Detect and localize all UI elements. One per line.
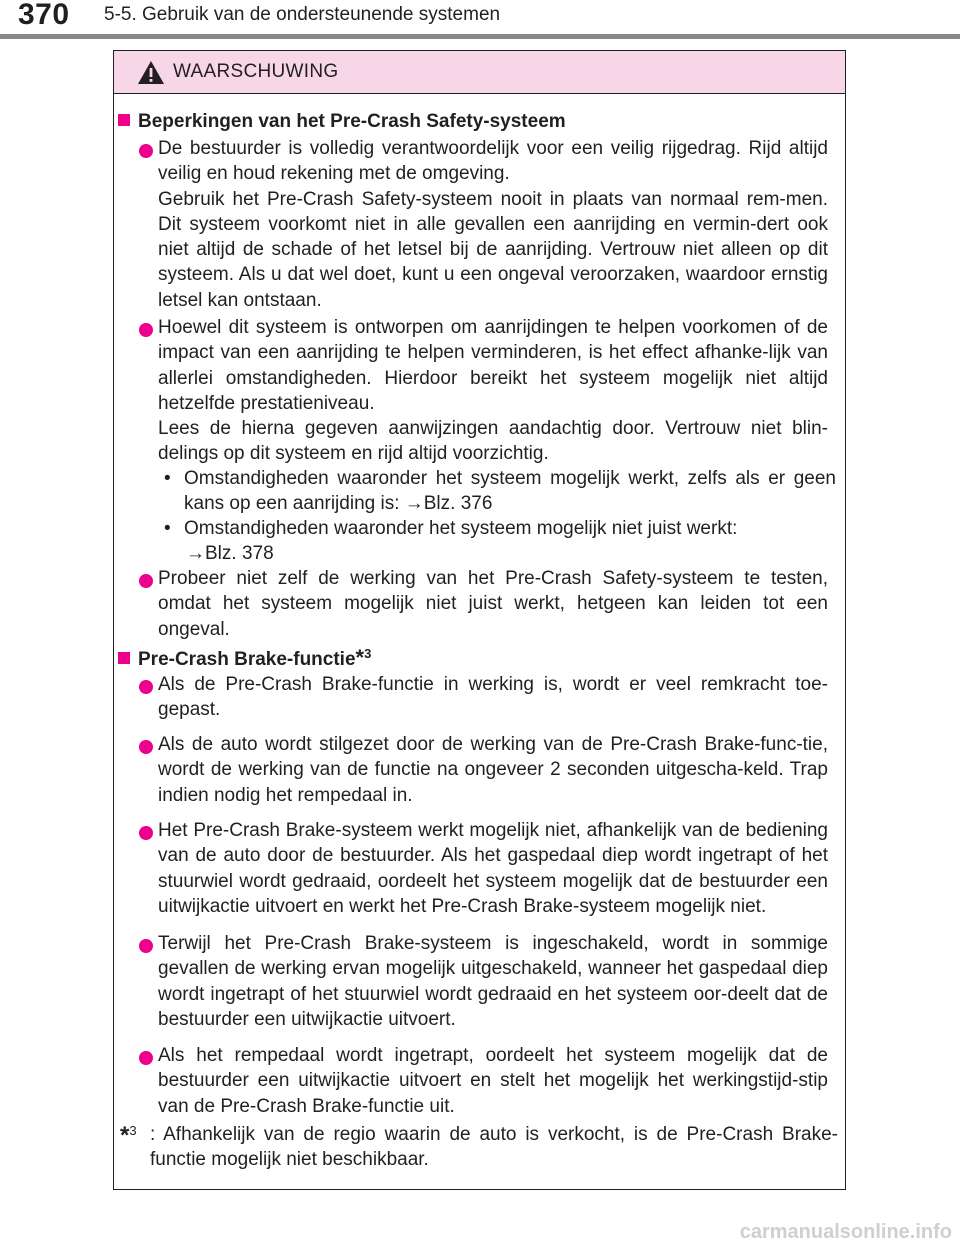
sub-list-text: Omstandigheden waaronder het systeem mogelijk werkt, zelfs als er geen kans op een aanrijding is: →Blz. 376 — [184, 468, 836, 515]
bullet-paragraph — [158, 1043, 828, 1119]
footnote-marker: * — [120, 1122, 130, 1149]
warning-triangle-icon — [137, 60, 165, 85]
paragraph-text: Als de auto wordt stilgezet door de werking van de Pre-Crash Brake-func-tie, wordt de werking van de functie na ongeveer 2 seconden uitgescha-keld. Trap indien nodig het rempedaal in. — [158, 734, 828, 806]
paragraph-text: Hoewel dit systeem is ontworpen om aanrijdingen te helpen voorkomen of de impact van een aanrijding te helpen verminderen, is het effect afhanke-lijk van allerlei omstandigheden. Hierdoor bereikt het systeem mogelijk niet altijd hetzelfde prestatieniveau. — [158, 317, 828, 414]
section-heading-text: Beperkingen van het Pre-Crash Safety-systeem — [138, 111, 566, 132]
small-bullet-icon: • — [164, 468, 171, 489]
watermark: carmanualsonline.info — [739, 1221, 952, 1243]
circle-bullet-icon — [139, 939, 153, 953]
warning-title: WAARSCHUWING — [173, 61, 339, 82]
small-bullet-icon: • — [164, 518, 171, 539]
footnote-marker: * — [355, 645, 365, 670]
bullet-paragraph — [158, 672, 828, 723]
warning-box — [113, 50, 846, 1190]
paragraph-text: Gebruik het Pre-Crash Safety-systeem nooit in plaats van normaal rem-men. Dit systeem voorkomt niet in alle gevallen een aanrijding en vermin-dert ook niet altijd de schade of het letsel bij de aanrijding. Vertrouw niet alleen op dit systeem. Als u dat wel doet, kunt u een ongeval veroorzaken, waardoor ernstig letsel kan ontstaan. — [158, 188, 828, 311]
bullet-paragraph — [158, 931, 828, 1032]
sub-list-line: Omstandigheden waaronder het systeem mogelijk niet juist werkt: — [184, 518, 738, 539]
footnote-text: : Afhankelijk van de regio waarin de auto is verkocht, is de Pre-Crash Brake-functie mogelijk niet beschikbaar. — [150, 1124, 838, 1171]
circle-bullet-icon — [139, 1051, 153, 1065]
paragraph-text: Het Pre-Crash Brake-systeem werkt mogelijk niet, afhankelijk van de bediening van de auto door de bestuurder. Als het gaspedaal diep wordt ingetrapt of het stuurwiel wordt gedraaid, oordeelt het systeem mogelijk dat de bestuurder een uitwijkactie uitvoert en werkt het Pre-Crash Brake-systeem mogelijk niet. — [158, 820, 828, 917]
paragraph-text: De bestuurder is volledig verantwoordelijk voor een veilig rijgedrag. Rijd altijd veilig en houd rekening met de omgeving. — [158, 138, 828, 185]
header-rule — [0, 34, 960, 39]
circle-bullet-icon — [139, 680, 153, 694]
square-bullet-icon — [118, 114, 130, 126]
footnote-number: 3 — [364, 646, 372, 661]
section-heading — [118, 110, 566, 134]
bullet-paragraph — [158, 136, 828, 313]
circle-bullet-icon — [139, 826, 153, 840]
bullet-paragraph — [158, 566, 828, 642]
bullet-paragraph — [158, 315, 828, 467]
footnote-mark — [120, 1118, 137, 1150]
bullet-paragraph — [158, 818, 828, 919]
paragraph-text: Lees de hierna gegeven aanwijzingen aandachtig door. Vertrouw niet blin-delings op dit systeem en rijd altijd voorzichtig. — [158, 418, 828, 465]
sub-list-text — [184, 516, 836, 567]
paragraph-text: Terwijl het Pre-Crash Brake-systeem is ingeschakeld, wordt in sommige gevallen de werking ervan mogelijk uitgeschakeld, wanneer het gaspedaal diep wordt ingetrapt of het stuurwiel wordt gedraaid en het systeem oor-deelt dat de bestuurder een uitwijkactie uitvoert. — [158, 933, 828, 1030]
square-bullet-icon — [118, 652, 130, 664]
section-heading-text: Pre-Crash Brake-functie — [138, 649, 356, 670]
circle-bullet-icon — [139, 323, 153, 337]
sub-list-line: →Blz. 378 — [186, 543, 274, 565]
circle-bullet-icon — [139, 574, 153, 588]
circle-bullet-icon — [139, 144, 153, 158]
footnote-number: 3 — [129, 1123, 137, 1138]
circle-bullet-icon — [139, 740, 153, 754]
section-heading — [118, 642, 371, 672]
paragraph-text: Als het rempedaal wordt ingetrapt, oordeelt het systeem mogelijk dat de bestuurder een uitwijkactie uitvoert en stelt het mogelijk het werkingstijd-stip van de Pre-Crash Brake-functie uit. — [158, 1045, 828, 1117]
section-title: 5-5. Gebruik van de ondersteunende systemen — [104, 4, 501, 25]
paragraph-text: Als de Pre-Crash Brake-functie in werking is, wordt er veel remkracht toe-gepast. — [158, 674, 828, 721]
paragraph-text: Probeer niet zelf de werking van het Pre-Crash Safety-systeem te testen, omdat het systeem mogelijk niet juist werkt, hetgeen kan leiden tot een ongeval. — [158, 568, 828, 640]
page-number: 370 — [18, 0, 70, 31]
bullet-paragraph — [158, 732, 828, 808]
warning-header — [114, 51, 845, 94]
